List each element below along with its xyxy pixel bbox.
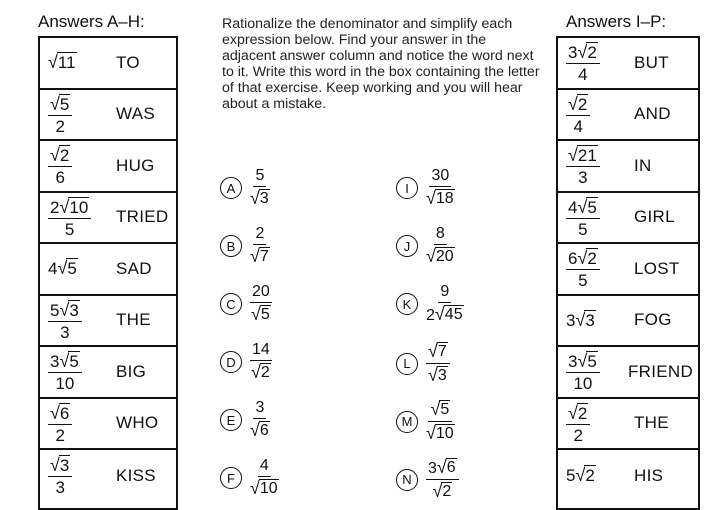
answer-i-p-row xyxy=(558,296,698,348)
exercise-k xyxy=(396,284,464,324)
answer-expression: 5 √ 3 3 xyxy=(48,296,82,346)
answer-expression: √ 21 3 xyxy=(566,141,600,191)
answer-expression: 4 √ 5 xyxy=(48,258,77,279)
exercise-expression: √ 5 √ 10 xyxy=(426,399,454,443)
exercise-letter-badge: K xyxy=(396,293,418,315)
answer-word: TRIED xyxy=(116,207,169,227)
answer-expression: √ 2 6 xyxy=(48,141,72,191)
answer-expression: √ 11 xyxy=(48,52,76,73)
answer-expression: 3 √ 5 10 xyxy=(48,347,82,397)
answers-i-p-box xyxy=(556,36,700,510)
answer-expression: 4 √ 5 5 xyxy=(566,193,600,243)
exercise-a xyxy=(220,168,270,208)
answer-i-p-row xyxy=(558,244,698,296)
answer-a-h-row xyxy=(40,244,176,296)
answer-word: TO xyxy=(116,52,140,72)
exercise-n xyxy=(396,458,459,501)
answer-a-h-row xyxy=(40,347,176,399)
answer-word: THE xyxy=(116,310,151,330)
exercise-j xyxy=(396,226,455,266)
answer-word: SAD xyxy=(116,258,152,278)
instructions-text: Rationalize the denominator and simplify each expression below. Find your answer in the adjacent answer column and notice the word next to it. Write this word in the box containing the letter of that exercise. Keep working and you will hear about a mistake. xyxy=(222,16,540,112)
exercise-e xyxy=(220,400,270,440)
answer-a-h-row xyxy=(40,399,176,451)
answer-word: THE xyxy=(634,413,669,433)
exercise-expression: 20 √ 5 xyxy=(251,283,270,324)
answer-expression: 3 √ 5 10 xyxy=(566,347,600,397)
answer-word: BUT xyxy=(634,52,669,72)
answers-a-h-title: Answers A–H: xyxy=(38,12,145,31)
answer-word: KISS xyxy=(116,465,156,485)
answer-a-h-row xyxy=(40,38,176,90)
exercise-expression: 2 √ 7 xyxy=(250,225,269,266)
exercise-letter-badge: L xyxy=(396,353,418,375)
answer-word: HIS xyxy=(634,465,664,485)
exercise-expression: 8 √ 20 xyxy=(426,225,454,266)
answer-expression: √ 3 3 xyxy=(48,450,72,502)
answer-i-p-row xyxy=(558,193,698,245)
answers-i-p-title: Answers I–P: xyxy=(566,12,667,31)
answer-word: WAS xyxy=(116,104,155,124)
exercise-i xyxy=(396,168,455,208)
exercise-letter-badge: F xyxy=(220,467,242,489)
exercise-expression: 5 √ 3 xyxy=(250,167,269,208)
exercise-c xyxy=(220,284,272,324)
exercise-letter-badge: I xyxy=(396,177,418,199)
answer-i-p-row xyxy=(558,90,698,142)
answer-word: FOG xyxy=(634,310,672,330)
answer-expression: √ 2 4 xyxy=(566,90,590,140)
answer-word: WHO xyxy=(116,413,159,433)
exercise-expression: 4 √ 10 xyxy=(250,457,278,498)
answer-i-p-row xyxy=(558,450,698,502)
exercise-l xyxy=(396,342,450,385)
answer-a-h-row xyxy=(40,141,176,193)
answer-word: HUG xyxy=(116,155,155,175)
exercise-expression: 3 √ 6 √ 2 xyxy=(426,458,459,501)
answer-expression: 2 √ 10 5 xyxy=(48,193,91,243)
answer-expression: 6 √ 2 5 xyxy=(566,244,600,294)
answer-expression: 3 √ 3 xyxy=(566,309,595,330)
exercise-expression: 30 √ 18 xyxy=(426,167,454,208)
answer-expression: √ 5 2 xyxy=(48,90,72,140)
answer-a-h-row xyxy=(40,296,176,348)
exercise-letter-badge: D xyxy=(220,351,242,373)
answer-i-p-row xyxy=(558,141,698,193)
answer-expression: √ 2 2 xyxy=(566,399,590,449)
answer-i-p-row xyxy=(558,399,698,451)
exercise-expression: 14 √ 2 xyxy=(251,341,270,382)
answer-word: BIG xyxy=(116,361,147,381)
answer-word: IN xyxy=(634,155,652,175)
answer-a-h-row xyxy=(40,90,176,142)
exercise-f xyxy=(220,458,279,498)
answer-i-p-row xyxy=(558,347,698,399)
answer-word: GIRL xyxy=(634,207,675,227)
exercise-expression: √ 7 √ 3 xyxy=(426,342,450,385)
answer-i-p-row xyxy=(558,38,698,90)
answer-word: FRIEND xyxy=(628,361,694,381)
exercise-expression: 3 √ 6 xyxy=(250,399,269,440)
answer-expression: 3 √ 2 4 xyxy=(566,38,600,88)
exercise-letter-badge: E xyxy=(220,409,242,431)
answer-expression: 5 √ 2 xyxy=(566,465,595,486)
exercise-letter-badge: C xyxy=(220,293,242,315)
answer-expression: √ 6 2 xyxy=(48,399,72,449)
answer-word: LOST xyxy=(634,258,680,278)
answer-a-h-row xyxy=(40,193,176,245)
exercise-b xyxy=(220,226,270,266)
exercise-letter-badge: N xyxy=(396,469,418,491)
exercise-expression: 9 2 √ 45 xyxy=(426,283,463,324)
answers-a-h-box xyxy=(38,36,178,510)
exercise-d xyxy=(220,342,272,382)
exercise-letter-badge: B xyxy=(220,235,242,257)
exercise-letter-badge: J xyxy=(396,235,418,257)
exercise-letter-badge: M xyxy=(396,411,418,433)
answer-word: AND xyxy=(634,104,671,124)
exercise-letter-badge: A xyxy=(220,177,242,199)
answer-a-h-row xyxy=(40,450,176,502)
exercise-m xyxy=(396,400,455,443)
